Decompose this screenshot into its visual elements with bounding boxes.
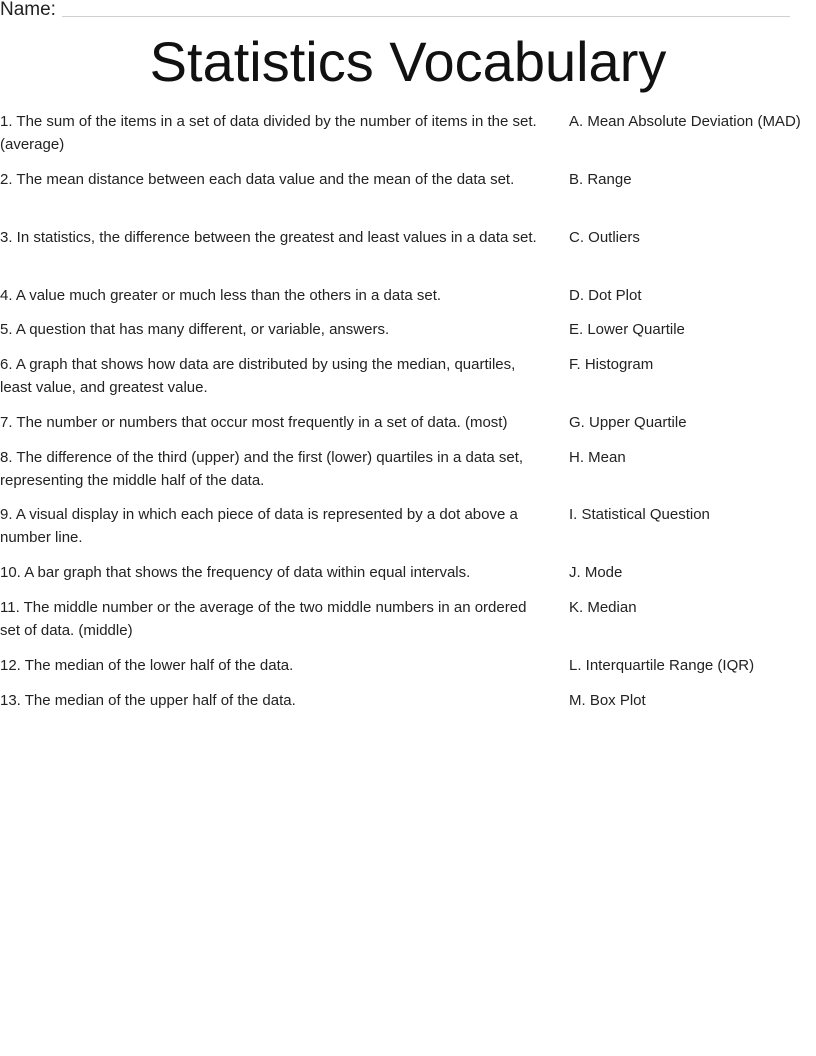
term: J. Mode xyxy=(569,564,623,581)
matching-row xyxy=(0,353,816,411)
term: A. Mean Absolute Deviation (MAD) xyxy=(569,113,801,130)
matching-row xyxy=(0,689,816,724)
definition: 10. A bar graph that shows the frequency of data within equal intervals. xyxy=(0,564,471,581)
definition: 9. A visual display in which each piece of data is represented by a dot above a number line. xyxy=(0,506,518,546)
definition: 3. In statistics, the difference between the greatest and least values in a data set. xyxy=(0,229,537,246)
matching-row xyxy=(0,503,816,561)
term: H. Mean xyxy=(569,449,626,466)
definition: 4. A value much greater or much less than the others in a data set. xyxy=(0,287,442,304)
matching-row xyxy=(0,446,816,503)
term: E. Lower Quartile xyxy=(569,321,685,338)
definition: 6. A graph that shows how data are distributed by using the median, quartiles, least value, and greatest value. xyxy=(0,356,516,396)
term: M. Box Plot xyxy=(569,692,646,709)
matching-list xyxy=(0,110,816,724)
definition: 13. The median of the upper half of the data. xyxy=(0,692,296,709)
definition: 12. The median of the lower half of the data. xyxy=(0,657,294,674)
name-label: Name: xyxy=(0,0,56,20)
matching-row xyxy=(0,168,816,226)
term: I. Statistical Question xyxy=(569,506,710,523)
definition: 8. The difference of the third (upper) and the first (lower) quartiles in a data set, representing the middle half of the data. xyxy=(0,449,524,489)
name-row xyxy=(0,0,790,22)
matching-row xyxy=(0,654,816,689)
definition: 2. The mean distance between each data value and the mean of the data set. xyxy=(0,171,515,188)
term: G. Upper Quartile xyxy=(569,414,687,431)
term: L. Interquartile Range (IQR) xyxy=(569,657,755,674)
name-blank-line xyxy=(62,16,790,17)
term: B. Range xyxy=(569,171,632,188)
definition: 7. The number or numbers that occur most frequently in a set of data. (most) xyxy=(0,414,508,431)
term: K. Median xyxy=(569,599,637,616)
matching-row xyxy=(0,318,816,353)
matching-row xyxy=(0,561,816,596)
matching-row xyxy=(0,110,816,168)
definition: 1. The sum of the items in a set of data divided by the number of items in the set. (average) xyxy=(0,113,537,153)
page-title: Statistics Vocabulary xyxy=(149,30,667,93)
matching-row xyxy=(0,284,816,318)
term: C. Outliers xyxy=(569,229,640,246)
matching-row xyxy=(0,411,816,446)
definition: 5. A question that has many different, or variable, answers. xyxy=(0,321,390,338)
matching-row xyxy=(0,226,816,284)
term: D. Dot Plot xyxy=(569,287,642,304)
term: F. Histogram xyxy=(569,356,654,373)
matching-row xyxy=(0,596,816,654)
definition: 11. The middle number or the average of the two middle numbers in an ordered set of data. (middle) xyxy=(0,599,527,639)
